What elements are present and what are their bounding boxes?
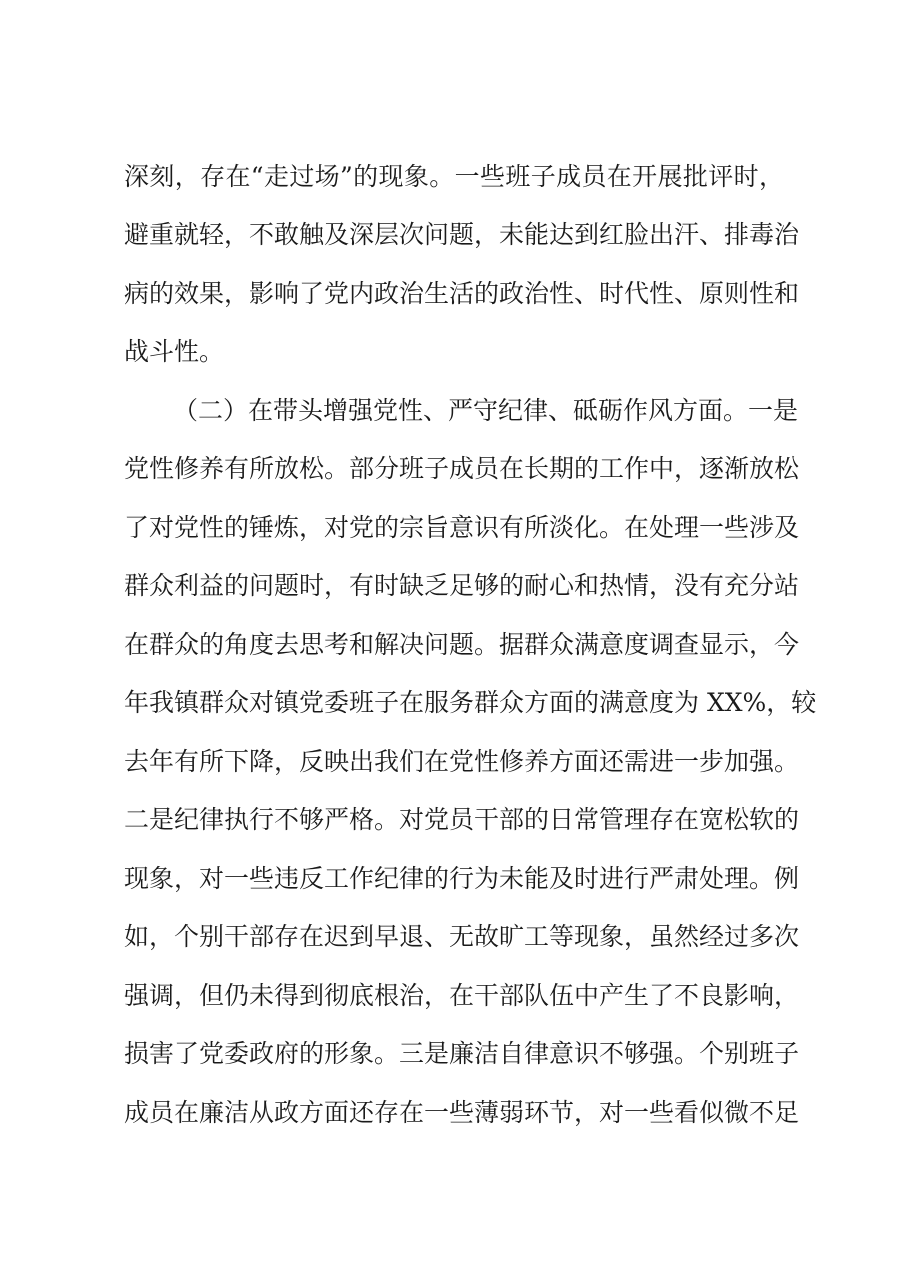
- paragraph-line: 深刻，存在“走过场”的现象。一些班子成员在开展批评时，: [124, 162, 784, 191]
- paragraph-line: 现象，对一些违反工作纪律的行为未能及时进行严肃处理。例: [124, 864, 800, 893]
- paragraph-line: 病的效果，影响了党内政治生活的政治性、时代性、原则性和: [124, 279, 800, 308]
- paragraph-line: 在群众的角度去思考和解决问题。据群众满意度调查显示，今: [124, 630, 800, 659]
- paragraph-line: 损害了党委政府的形象。三是廉洁自律意识不够强。个别班子: [124, 1039, 800, 1068]
- paragraph-line: 了对党性的锤炼，对党的宗旨意识有所淡化。在处理一些涉及: [124, 513, 800, 542]
- paragraph-line: 去年有所下降，反映出我们在党性修养方面还需进一步加强。: [124, 747, 800, 776]
- paragraph-line: 避重就轻，不敢触及深层次问题，未能达到红脸出汗、排毒治: [124, 220, 800, 249]
- paragraph-line: 成员在廉洁从政方面还存在一些薄弱环节，对一些看似微不足: [124, 1098, 800, 1127]
- paragraph-line: 年我镇群众对镇党委班子在服务群众方面的满意度为 XX%，较: [124, 688, 817, 717]
- paragraph-line: 二是纪律执行不够严格。对党员干部的日常管理存在宽松软的: [124, 805, 800, 834]
- paragraph-line: 强调，但仍未得到彻底根治，在干部队伍中产生了不良影响，: [124, 981, 800, 1010]
- paragraph-line: 如，个别干部存在迟到早退、无故旷工等现象，虽然经过多次: [124, 922, 800, 951]
- paragraph-line: 群众利益的问题时，有时缺乏足够的耐心和热情，没有充分站: [124, 571, 800, 600]
- paragraph-line: 党性修养有所放松。部分班子成员在长期的工作中，逐渐放松: [124, 454, 800, 483]
- section-heading-line: （二）在带头增强党性、严守纪律、砥砺作风方面。一是: [173, 396, 799, 425]
- paragraph-line: 战斗性。: [124, 337, 225, 366]
